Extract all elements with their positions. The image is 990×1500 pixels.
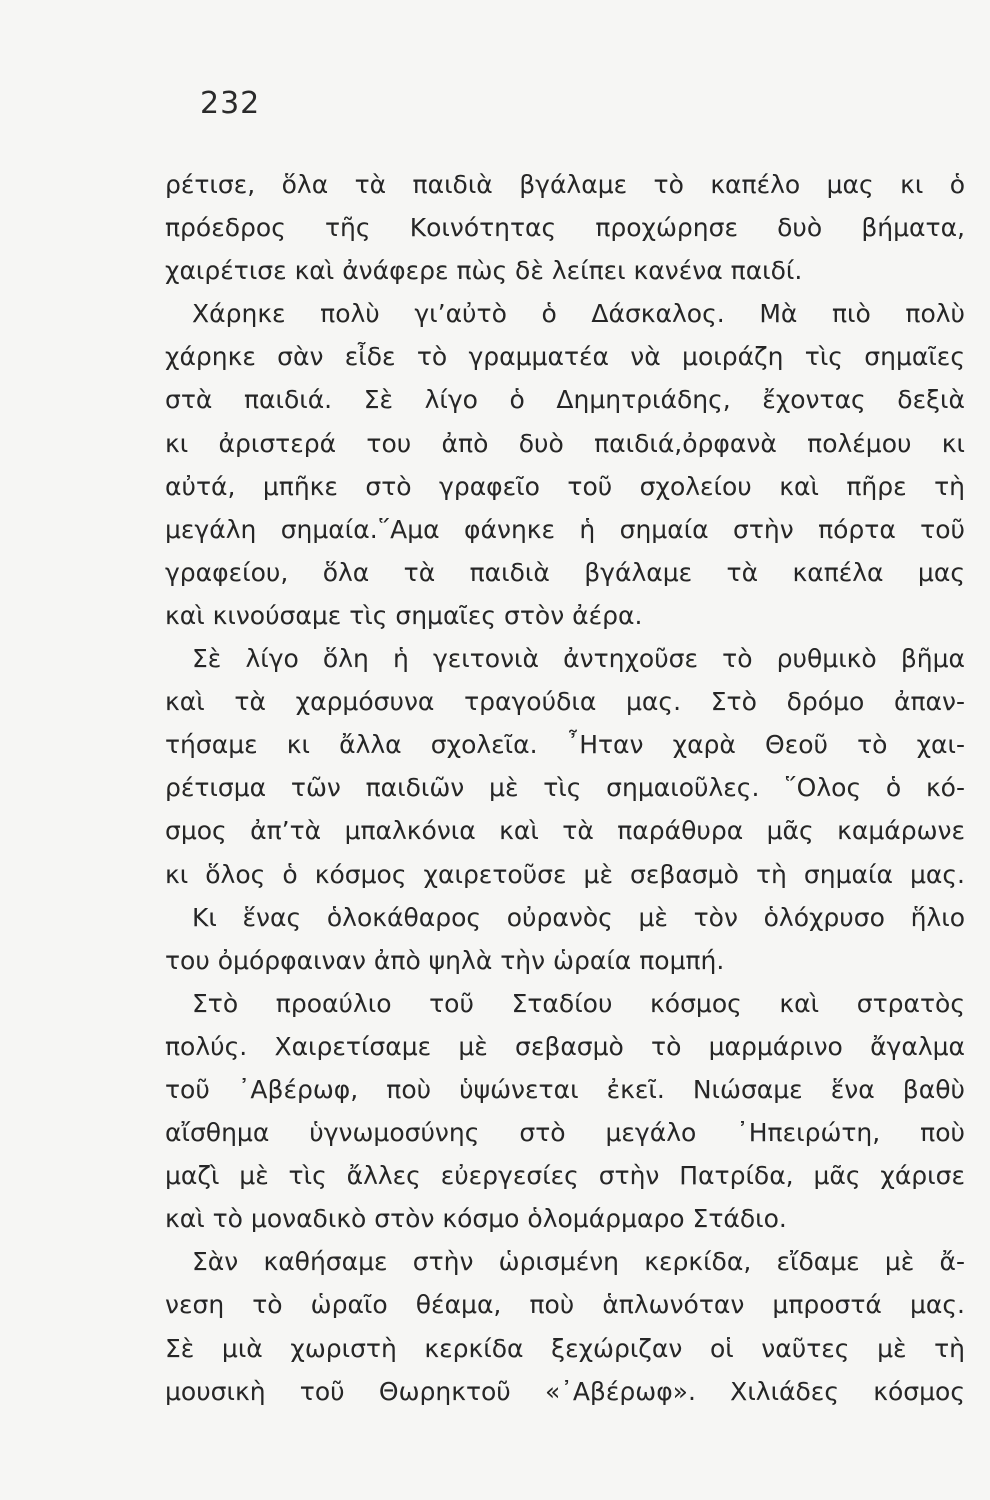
text-line: Σὲ λίγο ὅλη ἡ γειτονιὰ ἀντηχοῦσε τὸ ρυθμικὸ βῆμα [192,644,965,674]
text-line: κι ἀριστερά του ἀπὸ δυὸ παιδιά,ὀρφανὰ πολέμου κι [165,428,965,458]
text-line: καὶ τὸ μοναδικὸ στὸν κόσμο ὁλομάρμαρο Στάδιο. [165,1204,787,1234]
text-line: χαιρέτισε καὶ ἀνάφερε πὼς δὲ λείπει κανένα παιδί. [165,256,803,286]
text-line: κι ὅλος ὁ κόσμος χαιρετοῦσε μὲ σεβασμὸ τὴ σημαία μας. [165,859,965,889]
text-line: καὶ τὰ χαρμόσυνα τραγούδια μας. Στὸ δρόμο ἀπαν- [165,687,965,717]
text-line: πολύς. Χαιρετίσαμε μὲ σεβασμὸ τὸ μαρμάρινο ἄγαλμα [165,1031,965,1061]
text-line: αὐτά, μπῆκε στὸ γραφεῖο τοῦ σχολείου καὶ πῆρε τὴ [165,471,965,501]
text-line: χάρηκε σὰν εἶδε τὸ γραμματέα νὰ μοιράζη τὶς σημαῖες [165,342,965,372]
text-line: νεση τὸ ὡραῖο θέαμα, ποὺ ἁπλωνόταν μπροστά μας. [165,1290,965,1320]
text-line: Σὲ μιὰ χωριστὴ κερκίδα ξεχώριζαν οἱ ναῦτες μὲ τὴ [165,1333,965,1363]
text-line: Στὸ προαύλιο τοῦ Σταδίου κόσμος καὶ στρατὸς [192,988,965,1018]
text-line: Χάρηκε πολὺ γι’αὐτὸ ὁ Δάσκαλος. Μὰ πιὸ πολὺ [192,299,965,329]
page-number: 232 [200,86,261,121]
text-line: Κι ἕνας ὁλοκάθαρος οὐρανὸς μὲ τὸν ὁλόχρυσο ἥλιο [192,902,965,932]
text-line: στὰ παιδιά. Σὲ λίγο ὁ Δημητριάδης, ἔχοντας δεξιὰ [165,385,965,415]
text-line: μαζὶ μὲ τὶς ἄλλες εὐεργεσίες στὴν Πατρίδα, μᾶς χάρισε [165,1161,965,1191]
text-line: πρόεδρος τῆς Κοινότητας προχώρησε δυὸ βήματα, [165,213,965,243]
text-line: μεγάλη σημαία.῞Αμα φάνηκε ἡ σημαία στὴν πόρτα τοῦ [165,514,965,544]
body-text [165,163,965,1413]
text-line: γραφείου, ὅλα τὰ παιδιὰ βγάλαμε τὰ καπέλα μας [165,557,965,587]
text-line: σμος ἀπ’τὰ μπαλκόνια καὶ τὰ παράθυρα μᾶς καμάρωνε [165,816,965,846]
text-line: καὶ κινούσαμε τὶς σημαῖες στὸν ἀέρα. [165,600,643,630]
text-line: μουσικὴ τοῦ Θωρηκτοῦ «᾿Αβέρωφ». Χιλιάδες κόσμος [165,1376,965,1406]
text-line: Σὰν καθήσαμε στὴν ὡρισμένη κερκίδα, εἴδαμε μὲ ἄ- [192,1247,965,1277]
text-line: ρέτισμα τῶν παιδιῶν μὲ τὶς σημαιοῦλες. ῞Ολος ὁ κό- [165,773,965,803]
text-line: ρέτισε, ὅλα τὰ παιδιὰ βγάλαμε τὸ καπέλο μας κι ὁ [165,170,965,199]
text-line: του ὀμόρφαιναν ἀπὸ ψηλὰ τὴν ὡραία πομπή. [165,945,725,975]
text-line: τοῦ ᾿Αβέρωφ, ποὺ ὑψώνεται ἐκεῖ. Νιώσαμε ἕνα βαθὺ [165,1074,965,1104]
text-line: τήσαμε κι ἄλλα σχολεῖα. ῏Ηταν χαρὰ Θεοῦ τὸ χαι- [165,730,965,760]
text-line: αἴσθημα ὑγνωμοσύνης στὸ μεγάλο ᾿Ηπειρώτη, ποὺ [165,1118,965,1148]
